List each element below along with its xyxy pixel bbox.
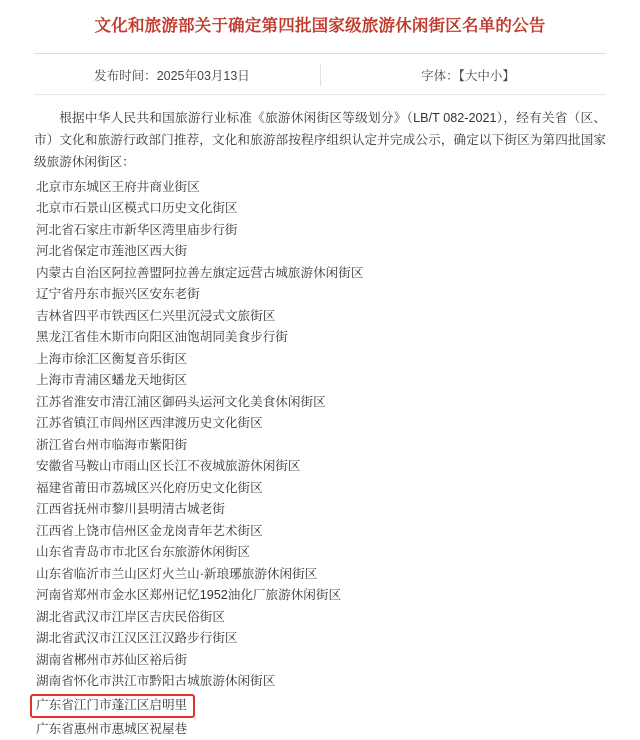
list-item: 吉林省四平市铁西区仁兴里沉浸式文旅街区 <box>36 308 276 323</box>
document-meta-bar <box>0 54 640 94</box>
list-item: 上海市青浦区蟠龙天地街区 <box>36 373 188 388</box>
font-size-control[interactable] <box>320 66 606 84</box>
highlighted-list-row <box>34 693 606 719</box>
list-item: 山东省青岛市市北区台东旅游休闲街区 <box>36 545 251 560</box>
list-item: 安徽省马鞍山市雨山区长江不夜城旅游休闲街区 <box>36 459 301 474</box>
list-item: 江西省抚州市黎川县明清古城老街 <box>36 502 225 517</box>
list-item: 浙江省台州市临海市紫阳街 <box>36 437 188 452</box>
list-item: 福建省莆田市荔城区兴化府历史文化街区 <box>36 480 263 495</box>
list-item: 上海市徐汇区衡复音乐街区 <box>36 351 188 366</box>
list-item: 广东省惠州市惠城区祝屋巷 <box>36 721 188 736</box>
list-item: 河北省石家庄市新华区湾里庙步行街 <box>36 222 238 237</box>
list-item: 黑龙江省佳木斯市向阳区油饱胡同美食步行街 <box>36 330 288 345</box>
document-content <box>0 95 640 740</box>
intro-paragraph: 根据中华人民共和国旅游行业标准《旅游休闲街区等级划分》（LB/T 082-2021），经有关省（区、市）文化和旅游行政部门推荐，文化和旅游部按程序组织认定并完成公示，确定以下街区为第四批国家级旅游休闲街区： <box>34 110 606 169</box>
meta-divider <box>320 64 321 86</box>
font-size-options[interactable]: 【大中小】 <box>458 68 515 83</box>
list-item: 湖南省郴州市苏仙区裕后街 <box>36 652 188 667</box>
list-item-highlighted: 广东省江门市蓬江区启明里 <box>30 694 195 718</box>
publish-date: 2025年03月13日 <box>156 68 250 83</box>
page-title: 文化和旅游部关于确定第四批国家级旅游休闲街区名单的公告 <box>94 17 546 35</box>
list-item: 河南省郑州市金水区郑州记忆1952油化厂旅游休闲街区 <box>36 588 342 603</box>
list-item: 辽宁省丹东市振兴区安东老街 <box>36 287 200 302</box>
list-item: 湖北省武汉市江汉区江汉路步行街区 <box>36 631 238 646</box>
publish-label: 发布时间： <box>94 68 157 83</box>
street-list <box>34 177 606 740</box>
list-item: 山东省临沂市兰山区灯火兰山·新琅琊旅游休闲街区 <box>36 566 318 581</box>
list-item: 河北省保定市莲池区西大街 <box>36 244 188 259</box>
list-item: 江西省上饶市信州区金龙岗青年艺术街区 <box>36 523 263 538</box>
list-item: 内蒙古自治区阿拉善盟阿拉善左旗定远营古城旅游休闲街区 <box>36 265 364 280</box>
list-item: 江苏省淮安市清江浦区御码头运河文化美食休闲街区 <box>36 394 326 409</box>
list-item: 江苏省镇江市闾州区西津渡历史文化街区 <box>36 416 263 431</box>
list-item: 湖南省怀化市洪江市黔阳古城旅游休闲街区 <box>36 674 276 689</box>
publish-info <box>34 66 320 84</box>
list-item: 北京市石景山区模式口历史文化街区 <box>36 201 238 216</box>
font-label: 字体： <box>421 68 459 83</box>
list-item: 北京市东城区王府井商业街区 <box>36 179 200 194</box>
list-item: 湖北省武汉市江岸区吉庆民俗街区 <box>36 609 225 624</box>
